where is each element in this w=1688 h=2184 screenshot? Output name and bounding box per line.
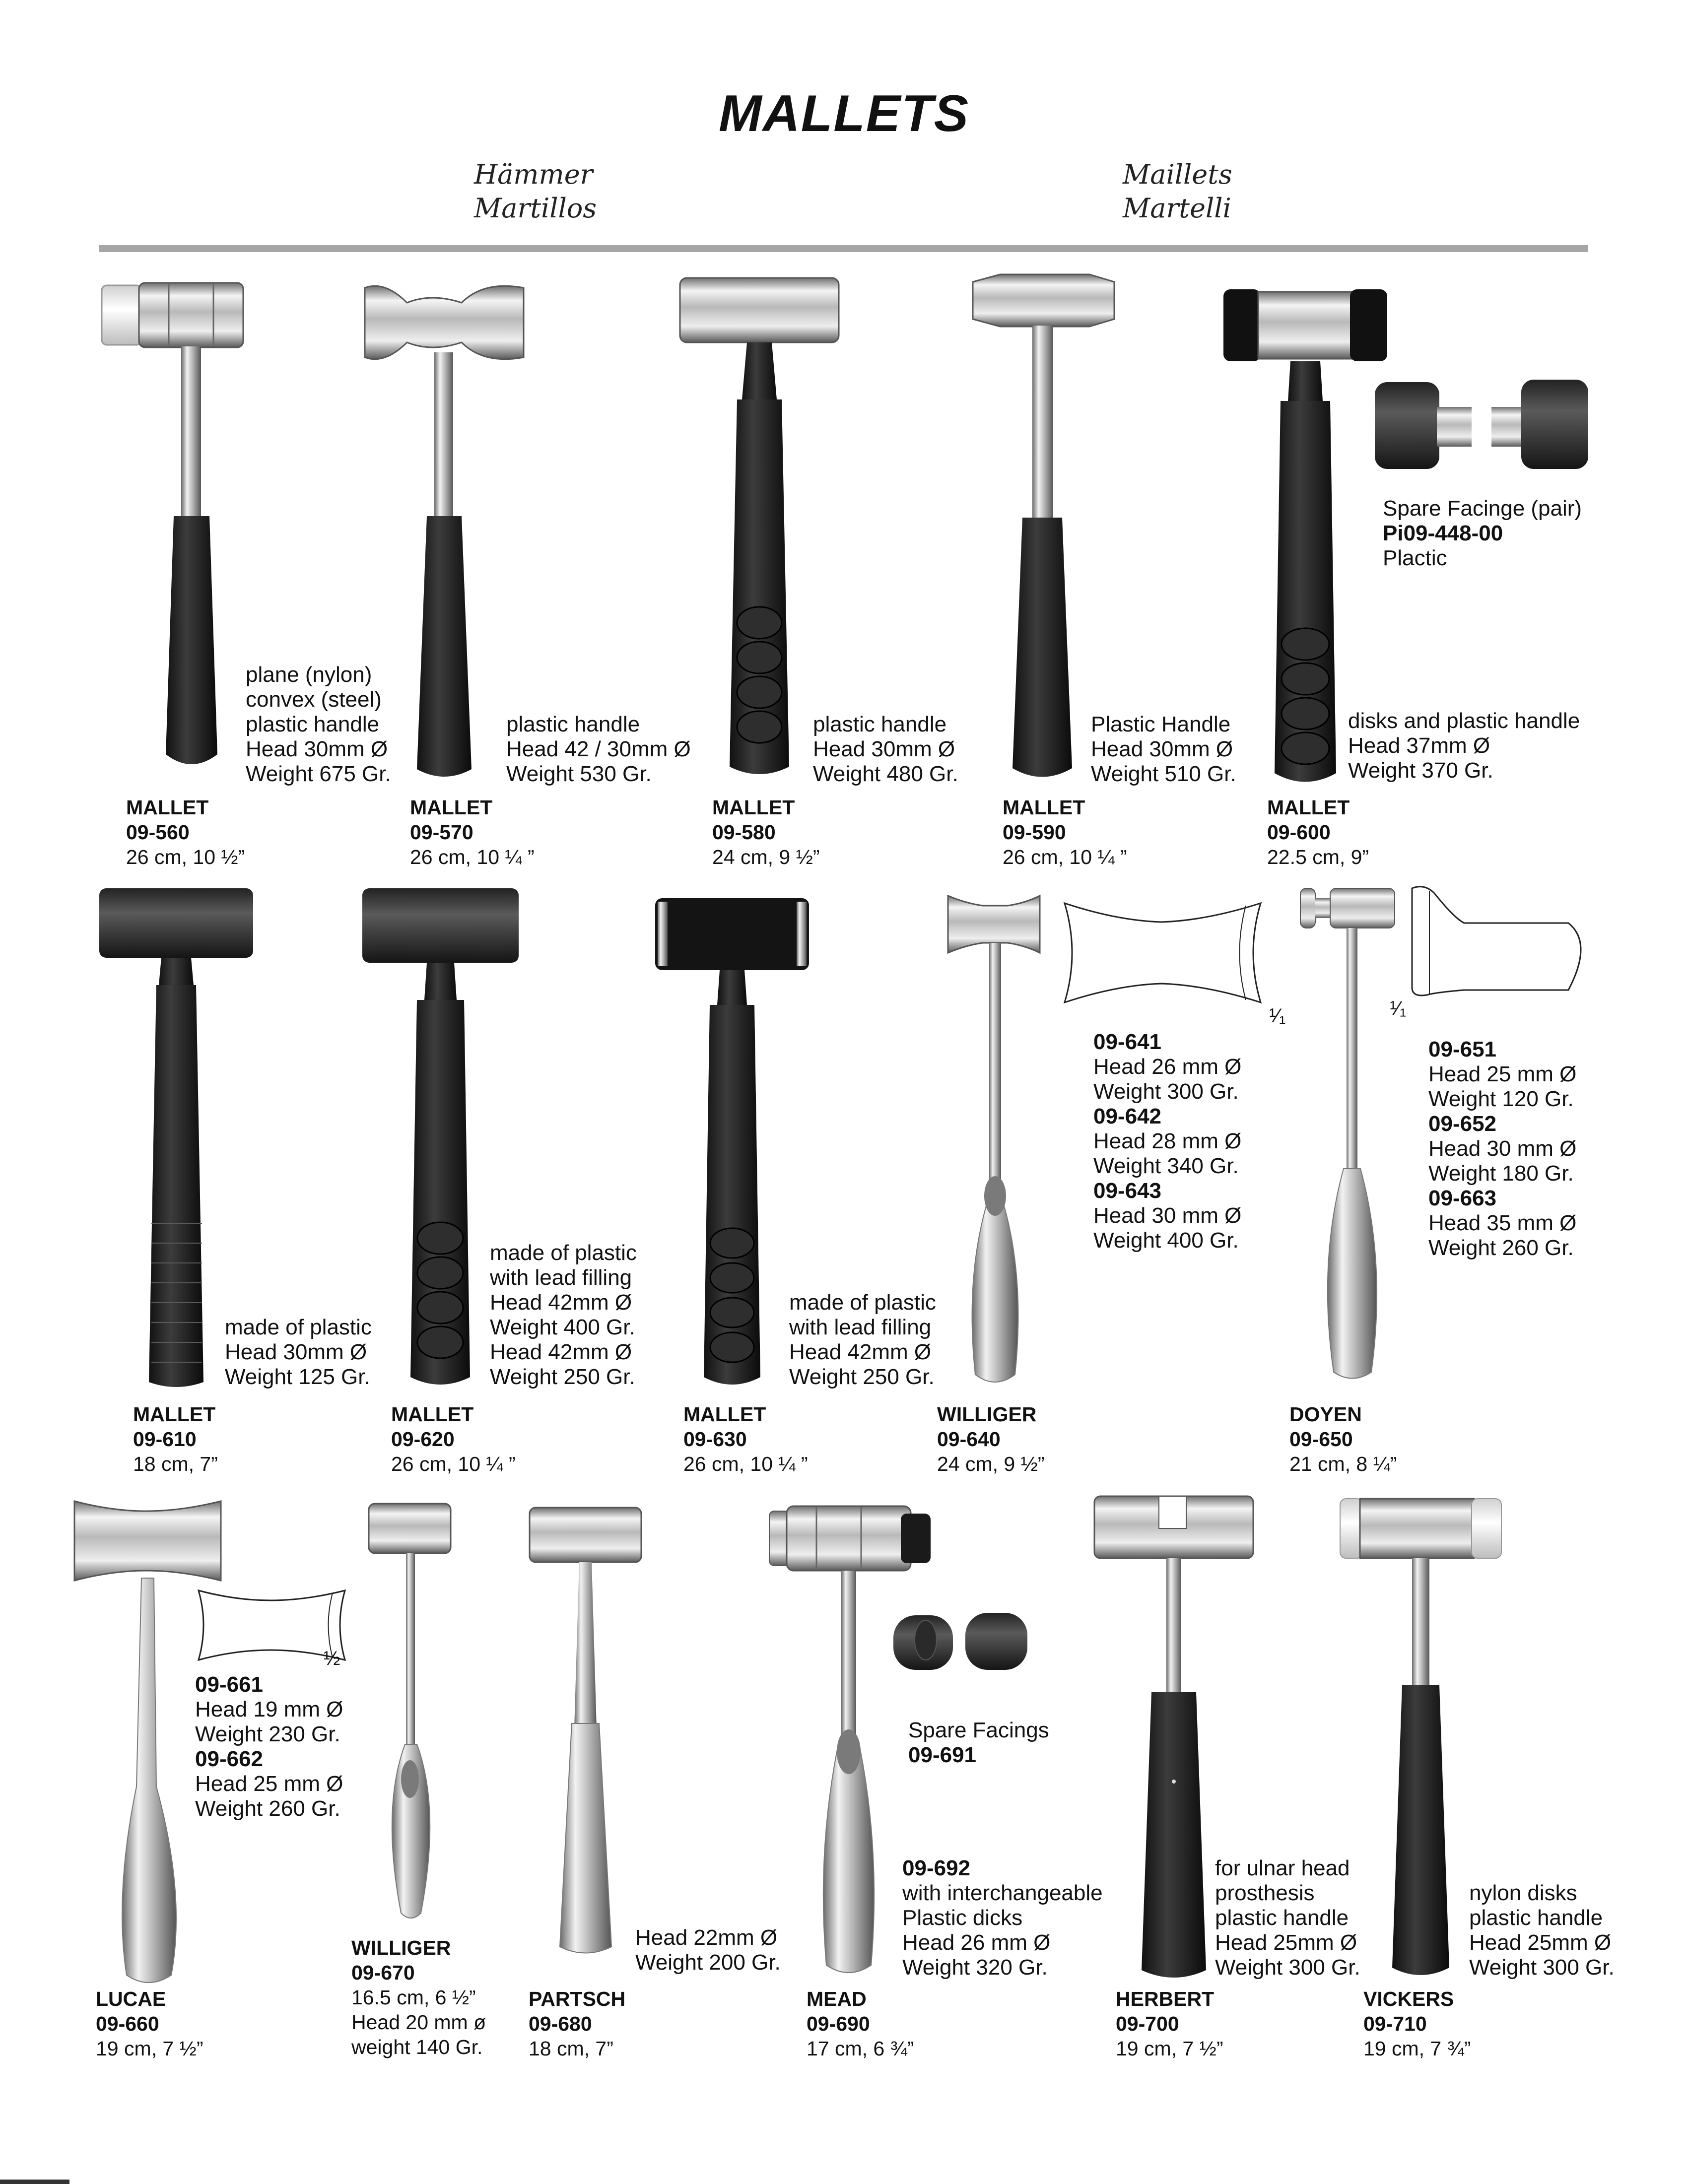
mallet-09-650-image [1298, 886, 1397, 1382]
spare-facings-09-600-image [1372, 377, 1591, 481]
variants-09-640: 09-641 Head 26 mm Ø Weight 300 Gr. 09-642 Head 28 mm Ø Weight 340 Gr. 09-643 Head 30 mm Ø Weight 400 Gr. [1093, 1030, 1242, 1253]
caption-09-700: HERBERT 09-700 19 cm, 7 ½” [1116, 1987, 1223, 2060]
mallet-09-680-image [527, 1505, 646, 1962]
scale-09-660: ½ [324, 1648, 340, 1669]
caption-09-580: MALLET 09-580 24 cm, 9 ½” [712, 796, 820, 868]
header-divider [99, 245, 1588, 252]
desc-09-580: plastic handle Head 30mm Ø Weight 480 Gr. [813, 712, 958, 786]
mallet-09-590-image [970, 272, 1119, 788]
page-title: MALLETS [718, 85, 970, 142]
subtitle-italian: Martelli [1123, 193, 1231, 224]
caption-09-680: PARTSCH 09-680 18 cm, 7” [529, 1987, 626, 2060]
caption-09-620: MALLET 09-620 26 cm, 10 ¼ ” [391, 1403, 516, 1475]
spare-facings-09-691-image [891, 1610, 1030, 1675]
outline-09-640-head [1062, 893, 1276, 1022]
desc-09-610: made of plastic Head 30mm Ø Weight 125 Gr. [225, 1315, 372, 1389]
desc-09-620: made of plastic with lead filling Head 42mm Ø Weight 400 Gr. Head 42mm Ø Weight 250 Gr. [490, 1241, 637, 1389]
variant-09-692: 09-692 with interchangeable Plastic dicks Head 26 mm Ø Weight 320 Gr. [902, 1856, 1103, 1980]
caption-09-670: WILLIGER 09-670 16.5 cm, 6 ½” Head 20 mm ø weight 140 Gr. [351, 1936, 486, 2058]
mallet-09-580-image [677, 275, 846, 782]
caption-09-640: WILLIGER 09-640 24 cm, 9 ½” [937, 1403, 1045, 1475]
desc-09-710: nylon disks plastic handle Head 25mm Ø Weight 300 Gr. [1469, 1881, 1615, 1980]
subtitle-spanish: Martillos [474, 193, 597, 224]
subtitle-french: Maillets [1123, 159, 1232, 190]
mallet-09-670-image [366, 1501, 456, 1923]
caption-09-660: LUCAE 09-660 19 cm, 7 ½” [96, 1987, 203, 2060]
desc-09-560: plane (nylon) convex (steel) plastic handle Head 30mm Ø Weight 675 Gr. [246, 662, 391, 786]
caption-09-560: MALLET 09-560 26 cm, 10 ½” [126, 796, 245, 868]
spare-facings-09-600: Spare Facinge (pair) Pi09-448-00 Plactic [1383, 496, 1582, 570]
variants-09-660: 09-661 Head 19 mm Ø Weight 230 Gr. 09-662 Head 25 mm Ø Weight 260 Gr. [195, 1672, 343, 1821]
caption-09-610: MALLET 09-610 18 cm, 7” [133, 1403, 218, 1475]
caption-09-590: MALLET 09-590 26 cm, 10 ¼ ” [1003, 796, 1127, 868]
desc-09-590: Plastic Handle Head 30mm Ø Weight 510 Gr. [1091, 712, 1236, 786]
desc-09-700: for ulnar head prosthesis plastic handle Head 25mm Ø Weight 300 Gr. [1215, 1856, 1360, 1980]
scale-09-640: ¹⁄₁ [1269, 1005, 1286, 1027]
outline-09-650-head [1410, 883, 1598, 1002]
desc-09-600: disks and plastic handle Head 37mm Ø Weight 370 Gr. [1348, 709, 1580, 783]
caption-09-630: MALLET 09-630 26 cm, 10 ¼ ” [683, 1403, 808, 1475]
caption-09-650: DOYEN 09-650 21 cm, 8 ¼” [1289, 1403, 1397, 1475]
subtitle-german: Hämmer [474, 159, 593, 190]
caption-09-600: MALLET 09-600 22.5 cm, 9” [1267, 796, 1369, 868]
desc-09-630: made of plastic with lead filling Head 42mm Ø Weight 250 Gr. [789, 1290, 936, 1389]
variants-09-650: 09-651 Head 25 mm Ø Weight 120 Gr. 09-652 Head 30 mm Ø Weight 180 Gr. 09-663 Head 35 mm Ø Weight 260 Gr. [1428, 1037, 1577, 1260]
mallet-09-640-image [945, 893, 1045, 1390]
scale-09-650: ¹⁄₁ [1390, 997, 1407, 1019]
caption-09-710: VICKERS 09-710 19 cm, 7 ¾” [1363, 1987, 1471, 2060]
spare-facings-09-691: Spare Facings 09-691 [908, 1718, 1049, 1767]
desc-09-570: plastic handle Head 42 / 30mm Ø Weight 530 Gr. [506, 712, 691, 786]
caption-09-690: MEAD 09-690 17 cm, 6 ¾” [807, 1987, 914, 2060]
desc-09-680: Head 22mm Ø Weight 200 Gr. [635, 1925, 781, 1975]
caption-09-570: MALLET 09-570 26 cm, 10 ¼ ” [410, 796, 535, 868]
corner-mark [0, 2180, 69, 2184]
